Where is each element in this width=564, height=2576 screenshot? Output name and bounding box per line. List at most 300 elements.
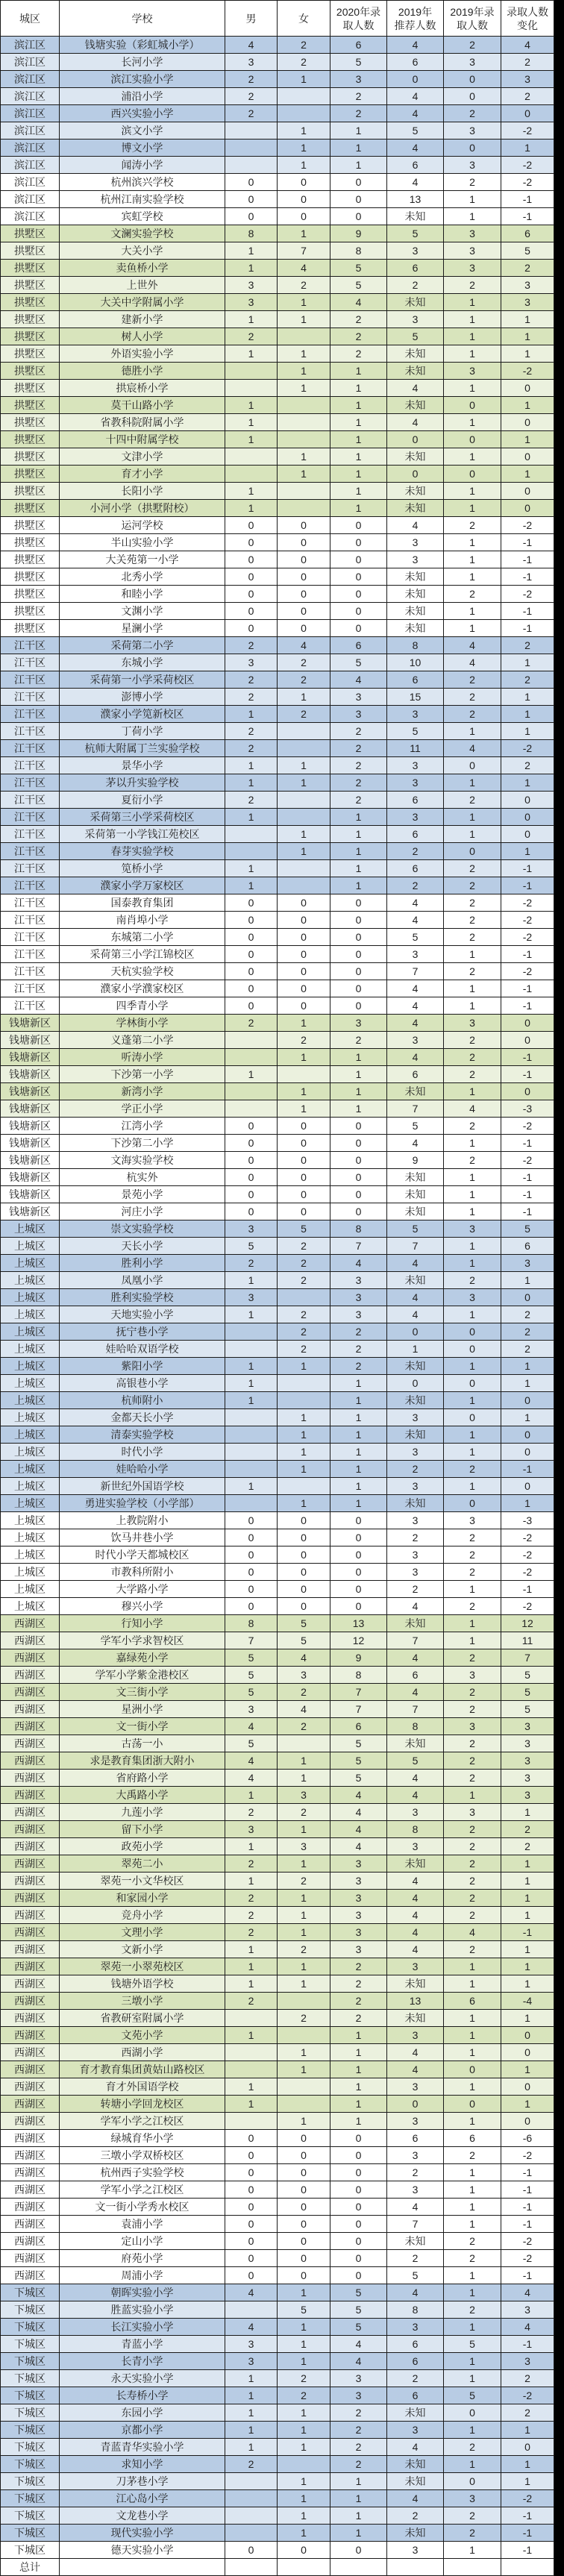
col-header-female: 女 — [278, 1, 330, 37]
cell-school: 绿城育华小学 — [60, 2130, 225, 2147]
cell-change: -2 — [501, 157, 554, 174]
cell-2019-recommended: 未知 — [387, 1735, 444, 1752]
cell-district: 江干区 — [1, 723, 60, 740]
cell-change: -1 — [501, 1186, 554, 1203]
cell-school: 市教科所附小 — [60, 1564, 225, 1581]
cell-male: 0 — [225, 2164, 278, 2181]
cell-change: 0 — [501, 2439, 554, 2456]
table-row — [1, 1289, 554, 1306]
table-row — [1, 2096, 554, 2113]
cell-change: -2 — [501, 2147, 554, 2164]
cell-district: 西湖区 — [1, 2267, 60, 2284]
cell-district: 拱墅区 — [1, 345, 60, 363]
cell-school: 学军小学求智校区 — [60, 1632, 225, 1649]
cell-2019-recommended: 3 — [387, 946, 444, 963]
table-row — [1, 2250, 554, 2267]
cell-female: 2 — [278, 2387, 330, 2404]
cell-2020-admitted: 1 — [330, 1444, 387, 1461]
total-cell — [501, 2559, 554, 2576]
cell-2020-admitted: 3 — [330, 71, 387, 88]
cell-district: 拱墅区 — [1, 534, 60, 551]
cell-female: 4 — [278, 1649, 330, 1667]
table-header-row — [1, 1, 554, 37]
table-row — [1, 774, 554, 792]
cell-2019-recommended: 2 — [387, 2370, 444, 2387]
cell-male: 0 — [225, 1581, 278, 1598]
cell-2020-admitted: 1 — [330, 2490, 387, 2507]
cell-2020-admitted: 1 — [330, 2113, 387, 2130]
cell-female — [278, 105, 330, 122]
cell-change: 0 — [501, 483, 554, 500]
cell-district: 上城区 — [1, 1478, 60, 1495]
cell-change: -1 — [501, 2542, 554, 2559]
cell-change: -1 — [501, 208, 554, 225]
col-header-school: 学校 — [60, 1, 225, 37]
cell-female: 0 — [278, 2199, 330, 2216]
cell-female: 0 — [278, 1135, 330, 1152]
cell-2019-admitted: 2 — [444, 792, 501, 809]
cell-school: 文渊小学 — [60, 603, 225, 620]
table-row — [1, 1323, 554, 1341]
cell-2019-recommended: 5 — [387, 1220, 444, 1238]
table-row — [1, 2061, 554, 2078]
cell-2019-admitted: 1 — [444, 2542, 501, 2559]
cell-male: 1 — [225, 757, 278, 774]
cell-change: 1 — [501, 723, 554, 740]
cell-change: 0 — [501, 1015, 554, 1032]
cell-2020-admitted: 0 — [330, 534, 387, 551]
cell-district: 拱墅区 — [1, 568, 60, 586]
cell-change: 0 — [501, 2027, 554, 2044]
cell-2019-admitted: 0 — [444, 397, 501, 414]
cell-school: 青蓝青华实验小学 — [60, 2439, 225, 2456]
cell-male: 1 — [225, 431, 278, 448]
cell-change: 0 — [501, 1032, 554, 1049]
cell-2019-admitted: 3 — [444, 122, 501, 140]
cell-2019-recommended: 3 — [387, 1564, 444, 1581]
cell-2020-admitted: 1 — [330, 363, 387, 380]
cell-district: 西湖区 — [1, 2216, 60, 2233]
table-row — [1, 2147, 554, 2164]
cell-2019-admitted: 1 — [444, 946, 501, 963]
col-header-2019-recommended: 2019年 推荐人数 — [387, 1, 444, 37]
cell-school: 时代小学 — [60, 1444, 225, 1461]
cell-2019-admitted: 2 — [444, 1770, 501, 1787]
table-body — [1, 37, 554, 2576]
cell-2020-admitted: 5 — [330, 1770, 387, 1787]
cell-change: 4 — [501, 37, 554, 54]
cell-2019-recommended: 3 — [387, 2078, 444, 2096]
table-row — [1, 1735, 554, 1752]
table-row — [1, 191, 554, 208]
cell-school: 现代实验小学 — [60, 2525, 225, 2542]
cell-school: 德胜小学 — [60, 363, 225, 380]
cell-2020-admitted: 2 — [330, 740, 387, 757]
cell-2020-admitted: 1 — [330, 1392, 387, 1409]
cell-district: 拱墅区 — [1, 620, 60, 637]
cell-district: 滨江区 — [1, 71, 60, 88]
cell-2019-recommended: 8 — [387, 2301, 444, 2319]
cell-change: 1 — [501, 345, 554, 363]
cell-male: 1 — [225, 2422, 278, 2439]
cell-district: 滨江区 — [1, 88, 60, 105]
cell-male: 5 — [225, 1684, 278, 1701]
table-row — [1, 363, 554, 380]
cell-school: 江湾小学 — [60, 1118, 225, 1135]
cell-2019-recommended: 7 — [387, 1632, 444, 1649]
cell-male: 3 — [225, 654, 278, 671]
table-row — [1, 1838, 554, 1855]
cell-change: 0 — [501, 826, 554, 843]
cell-female: 2 — [278, 671, 330, 689]
cell-male: 1 — [225, 1975, 278, 1993]
cell-2019-admitted: 1 — [444, 2216, 501, 2233]
cell-female — [278, 860, 330, 877]
cell-2019-recommended: 7 — [387, 2216, 444, 2233]
cell-district: 滨江区 — [1, 157, 60, 174]
cell-male: 0 — [225, 174, 278, 191]
cell-2020-admitted: 1 — [330, 2027, 387, 2044]
cell-female: 2 — [278, 1032, 330, 1049]
cell-change: -1 — [501, 1581, 554, 1598]
cell-2019-recommended: 6 — [387, 2387, 444, 2404]
cell-2019-recommended: 7 — [387, 1701, 444, 1718]
table-row — [1, 54, 554, 71]
cell-school: 大关小学 — [60, 242, 225, 260]
table-row — [1, 2078, 554, 2096]
cell-district: 上城区 — [1, 1272, 60, 1289]
cell-2020-admitted: 1 — [330, 809, 387, 826]
table-row — [1, 603, 554, 620]
cell-male: 1 — [225, 1306, 278, 1323]
cell-male: 0 — [225, 946, 278, 963]
cell-2019-admitted: 1 — [444, 1306, 501, 1323]
cell-2019-admitted: 2 — [444, 1890, 501, 1907]
cell-change: -2 — [501, 122, 554, 140]
cell-change: 1 — [501, 2473, 554, 2490]
table-row — [1, 1564, 554, 1581]
cell-male — [225, 1049, 278, 1066]
cell-2020-admitted: 1 — [330, 157, 387, 174]
cell-2019-admitted: 1 — [444, 1581, 501, 1598]
cell-change: 12 — [501, 1615, 554, 1632]
cell-male: 1 — [225, 345, 278, 363]
cell-2019-admitted: 3 — [444, 2490, 501, 2507]
cell-2019-admitted: 0 — [444, 843, 501, 860]
cell-district: 江干区 — [1, 894, 60, 912]
cell-2020-admitted: 4 — [330, 2353, 387, 2370]
cell-district: 拱墅区 — [1, 466, 60, 483]
cell-male: 2 — [225, 328, 278, 345]
cell-change: -3 — [501, 1512, 554, 1529]
cell-2020-admitted: 1 — [330, 1426, 387, 1444]
table-row — [1, 1924, 554, 1941]
cell-change: -2 — [501, 2233, 554, 2250]
cell-male: 1 — [225, 2078, 278, 2096]
cell-school: 夏衍小学 — [60, 792, 225, 809]
cell-district: 钱塘新区 — [1, 1135, 60, 1152]
cell-school: 天地实验小学 — [60, 1306, 225, 1323]
cell-female: 1 — [278, 1495, 330, 1512]
cell-male: 3 — [225, 1701, 278, 1718]
cell-district: 上城区 — [1, 1238, 60, 1255]
cell-change: 1 — [501, 2061, 554, 2078]
cell-2020-admitted: 0 — [330, 2542, 387, 2559]
table-row — [1, 1632, 554, 1649]
cell-2019-recommended: 4 — [387, 2490, 444, 2507]
cell-female: 3 — [278, 1787, 330, 1804]
cell-change: -2 — [501, 1564, 554, 1581]
cell-2019-recommended: 未知 — [387, 294, 444, 311]
cell-female: 0 — [278, 586, 330, 603]
cell-2019-admitted: 2 — [444, 963, 501, 980]
col-header-male: 男 — [225, 1, 278, 37]
cell-change: 1 — [501, 689, 554, 706]
table-row — [1, 1975, 554, 1993]
cell-district: 拱墅区 — [1, 380, 60, 397]
cell-district: 西湖区 — [1, 2250, 60, 2267]
cell-female: 1 — [278, 1907, 330, 1924]
cell-district: 下城区 — [1, 2336, 60, 2353]
cell-2020-admitted: 2 — [330, 2439, 387, 2456]
cell-2019-recommended: 3 — [387, 2113, 444, 2130]
cell-school: 卖鱼桥小学 — [60, 260, 225, 277]
cell-2019-recommended: 未知 — [387, 2233, 444, 2250]
cell-male — [225, 122, 278, 140]
cell-change: 0 — [501, 1444, 554, 1461]
cell-2019-recommended: 5 — [387, 929, 444, 946]
cell-school: 采荷第一小学钱江苑校区 — [60, 826, 225, 843]
cell-2019-admitted: 1 — [444, 1632, 501, 1649]
cell-male: 0 — [225, 912, 278, 929]
cell-school: 上世外 — [60, 277, 225, 294]
cell-school: 下沙第二小学 — [60, 1135, 225, 1152]
table-row — [1, 1220, 554, 1238]
cell-2019-admitted: 2 — [444, 1838, 501, 1855]
cell-school: 时代小学天都城校区 — [60, 1546, 225, 1564]
cell-school: 穆兴小学 — [60, 1598, 225, 1615]
cell-2020-admitted: 0 — [330, 2181, 387, 2199]
cell-2020-admitted: 7 — [330, 1684, 387, 1701]
cell-district: 拱墅区 — [1, 260, 60, 277]
cell-2020-admitted: 3 — [330, 1924, 387, 1941]
cell-school: 拱宸桥小学 — [60, 380, 225, 397]
cell-female: 1 — [278, 122, 330, 140]
cell-2020-admitted: 0 — [330, 1581, 387, 1598]
cell-district: 上城区 — [1, 1375, 60, 1392]
cell-school: 博文小学 — [60, 140, 225, 157]
cell-2019-admitted: 3 — [444, 1220, 501, 1238]
cell-district: 拱墅区 — [1, 242, 60, 260]
cell-district: 西湖区 — [1, 2113, 60, 2130]
cell-school: 求知小学 — [60, 2456, 225, 2473]
cell-2019-recommended: 0 — [387, 1323, 444, 1341]
cell-female: 0 — [278, 2130, 330, 2147]
cell-school: 听涛小学 — [60, 1049, 225, 1066]
cell-female: 0 — [278, 980, 330, 997]
cell-male: 1 — [225, 1958, 278, 1975]
cell-2019-recommended: 2 — [387, 2507, 444, 2525]
cell-2020-admitted: 0 — [330, 894, 387, 912]
cell-male: 0 — [225, 2267, 278, 2284]
cell-2019-admitted: 1 — [444, 568, 501, 586]
cell-female: 0 — [278, 2216, 330, 2233]
cell-female — [278, 483, 330, 500]
cell-female: 2 — [278, 2010, 330, 2027]
cell-change: 0 — [501, 105, 554, 122]
cell-2019-admitted: 1 — [444, 1135, 501, 1152]
cell-female — [278, 723, 330, 740]
cell-school: 三墩小学 — [60, 1993, 225, 2010]
cell-2019-recommended: 未知 — [387, 345, 444, 363]
cell-male: 0 — [225, 929, 278, 946]
cell-2020-admitted: 1 — [330, 877, 387, 894]
cell-2019-admitted: 0 — [444, 466, 501, 483]
cell-2019-admitted: 2 — [444, 2147, 501, 2164]
cell-male: 8 — [225, 1615, 278, 1632]
cell-2020-admitted: 2 — [330, 774, 387, 792]
cell-2020-admitted: 3 — [330, 1890, 387, 1907]
cell-female: 2 — [278, 1341, 330, 1358]
cell-school: 省教科院附属小学 — [60, 414, 225, 431]
cell-school: 杭实外 — [60, 1169, 225, 1186]
cell-2019-recommended: 2 — [387, 1529, 444, 1546]
cell-2020-admitted: 7 — [330, 1238, 387, 1255]
table-row — [1, 1392, 554, 1409]
cell-school: 宾虹学校 — [60, 208, 225, 225]
cell-change: -1 — [501, 1066, 554, 1083]
cell-school: 文新小学 — [60, 1941, 225, 1958]
cell-change: 1 — [501, 774, 554, 792]
cell-2020-admitted: 1 — [330, 2096, 387, 2113]
table-row — [1, 860, 554, 877]
table-row — [1, 517, 554, 534]
cell-school: 定山小学 — [60, 2233, 225, 2250]
cell-2019-recommended: 4 — [387, 2284, 444, 2301]
table-row — [1, 2044, 554, 2061]
cell-2019-recommended: 3 — [387, 774, 444, 792]
cell-school: 笕桥小学 — [60, 860, 225, 877]
cell-2020-admitted: 0 — [330, 517, 387, 534]
cell-district: 西湖区 — [1, 2044, 60, 2061]
cell-male: 2 — [225, 71, 278, 88]
cell-2019-recommended: 5 — [387, 1118, 444, 1135]
cell-change: 1 — [501, 1941, 554, 1958]
cell-school: 京都小学 — [60, 2422, 225, 2439]
cell-female — [278, 792, 330, 809]
cell-2020-admitted: 2 — [330, 2456, 387, 2473]
cell-2019-recommended: 5 — [387, 723, 444, 740]
cell-change: -2 — [501, 1598, 554, 1615]
table-row — [1, 1358, 554, 1375]
cell-male — [225, 2473, 278, 2490]
cell-2019-recommended: 5 — [387, 2267, 444, 2284]
cell-school: 滨文小学 — [60, 122, 225, 140]
cell-female: 1 — [278, 71, 330, 88]
cell-male: 0 — [225, 2199, 278, 2216]
cell-2019-admitted: 4 — [444, 740, 501, 757]
cell-2020-admitted: 5 — [330, 2284, 387, 2301]
cell-district: 拱墅区 — [1, 277, 60, 294]
cell-district: 上城区 — [1, 1512, 60, 1529]
cell-2019-recommended: 3 — [387, 551, 444, 568]
cell-school: 大关苑第一小学 — [60, 551, 225, 568]
cell-female: 1 — [278, 2061, 330, 2078]
cell-2019-recommended: 4 — [387, 1598, 444, 1615]
cell-female: 2 — [278, 1684, 330, 1701]
cell-school: 上教院附小 — [60, 1512, 225, 1529]
cell-2019-admitted: 4 — [444, 1100, 501, 1118]
cell-school: 金都天长小学 — [60, 1409, 225, 1426]
cell-change: -2 — [501, 2490, 554, 2507]
cell-2020-admitted: 1 — [330, 1100, 387, 1118]
cell-2020-admitted: 1 — [330, 140, 387, 157]
cell-2020-admitted: 0 — [330, 963, 387, 980]
cell-2020-admitted: 1 — [330, 414, 387, 431]
cell-district: 西湖区 — [1, 2181, 60, 2199]
cell-school: 外语实验小学 — [60, 345, 225, 363]
cell-school: 西兴实验小学 — [60, 105, 225, 122]
cell-2019-recommended: 4 — [387, 1135, 444, 1152]
cell-district: 上城区 — [1, 1529, 60, 1546]
cell-change: 7 — [501, 1649, 554, 1667]
cell-district: 上城区 — [1, 1564, 60, 1581]
cell-district: 西湖区 — [1, 1701, 60, 1718]
table-row — [1, 1598, 554, 1615]
cell-2019-admitted: 1 — [444, 551, 501, 568]
cell-female — [278, 740, 330, 757]
cell-change: 2 — [501, 1821, 554, 1838]
cell-2020-admitted: 2 — [330, 723, 387, 740]
cell-2019-recommended: 5 — [387, 122, 444, 140]
table-row — [1, 1855, 554, 1873]
cell-2019-recommended: 11 — [387, 740, 444, 757]
cell-change: 0 — [501, 1426, 554, 1444]
cell-2019-recommended: 未知 — [387, 397, 444, 414]
cell-district: 上城区 — [1, 1220, 60, 1238]
cell-2019-recommended: 3 — [387, 1032, 444, 1049]
cell-male: 1 — [225, 1066, 278, 1083]
cell-district: 下城区 — [1, 2301, 60, 2319]
table-row — [1, 1718, 554, 1735]
cell-male — [225, 1341, 278, 1358]
cell-2019-admitted: 2 — [444, 1529, 501, 1546]
cell-change: 0 — [501, 792, 554, 809]
cell-2020-admitted: 1 — [330, 2525, 387, 2542]
cell-2019-admitted: 2 — [444, 1821, 501, 1838]
cell-2020-admitted: 1 — [330, 483, 387, 500]
cell-2020-admitted: 5 — [330, 277, 387, 294]
cell-school: 杭师附小 — [60, 1392, 225, 1409]
table-row — [1, 1529, 554, 1546]
cell-change: -1 — [501, 2164, 554, 2181]
cell-2019-recommended: 2 — [387, 1461, 444, 1478]
cell-female: 0 — [278, 2542, 330, 2559]
cell-2019-recommended: 未知 — [387, 1615, 444, 1632]
cell-change: 2 — [501, 1838, 554, 1855]
cell-change: 0 — [501, 414, 554, 431]
cell-female — [278, 1735, 330, 1752]
cell-change: 3 — [501, 71, 554, 88]
cell-district: 钱塘新区 — [1, 1066, 60, 1083]
cell-male — [225, 2044, 278, 2061]
cell-2019-admitted: 2 — [444, 1118, 501, 1135]
cell-2020-admitted: 0 — [330, 620, 387, 637]
cell-female: 1 — [278, 1358, 330, 1375]
cell-2019-admitted: 2 — [444, 1032, 501, 1049]
table-row — [1, 980, 554, 997]
cell-change: -1 — [501, 2336, 554, 2353]
